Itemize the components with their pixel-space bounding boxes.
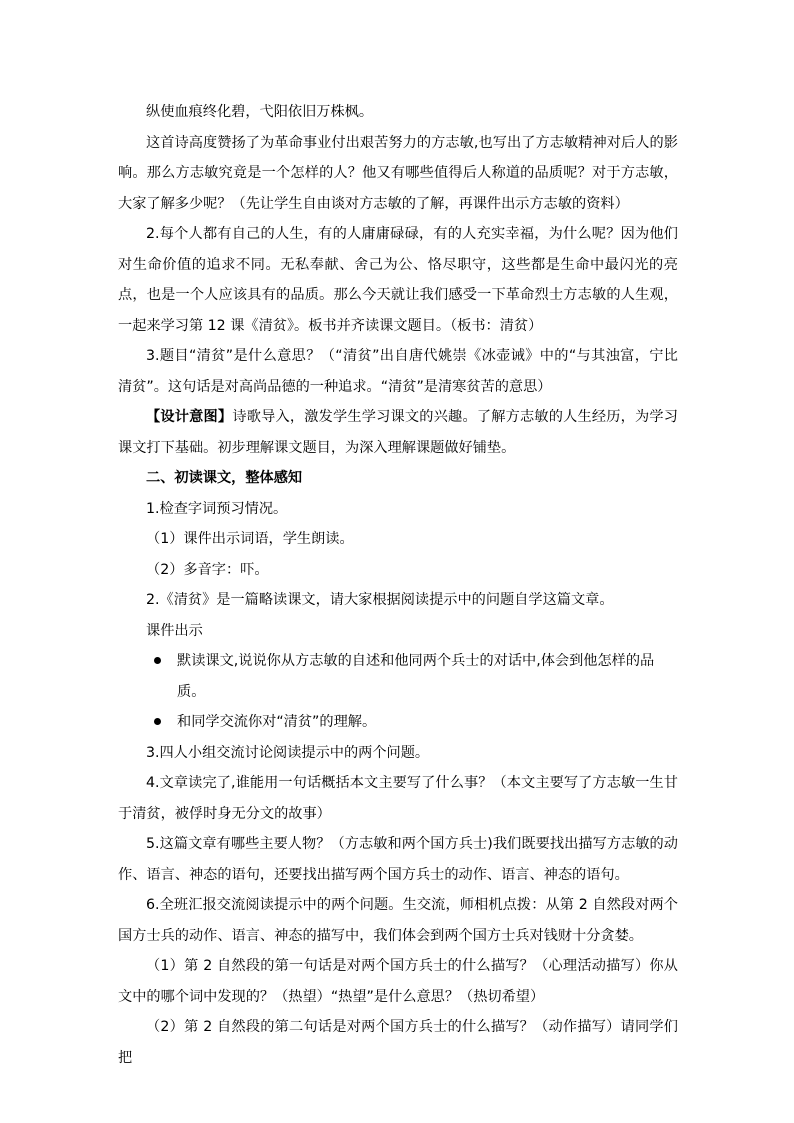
bullet-item-1 bbox=[118, 646, 678, 707]
item-1: 1.检查字词预习情况。 bbox=[146, 500, 288, 517]
item-3: 3.四人小组交流讨论阅读提示中的两个问题。 bbox=[146, 744, 430, 761]
item-5: 5.这篇文章有哪些主要人物？（方志敏和两个国方兵士)我们既要找出描写方志敏的动作、语言、神态的语句，还要找出描写两个国方兵士的动作、语言、神态的语句。 bbox=[118, 836, 678, 883]
item-6-1: （1）第 2 自然段的第一句话是对两个国方兵士的什么描写？（心理活动描写）你从文中的哪个词中发现的？（热望）“热望”是什么意思？（热切希望） bbox=[118, 958, 678, 1005]
item-6-2: （2）第 2 自然段的第二句话是对两个国方兵士的什么描写？（动作描写）请同学们把 bbox=[118, 1019, 678, 1066]
bullet-item-1-text: 默读课文,说说你从方志敏的自述和他同两个兵士的对话中,体会到他怎样的品质。 bbox=[177, 653, 655, 700]
item-4: 4.文章读完了,谁能用一句话概括本文主要写了什么事？（本文主要写了方志敏一生甘于清贫，被俘时身无分文的故事） bbox=[118, 775, 678, 822]
bullet-dot-icon bbox=[154, 657, 161, 664]
item-6: 6.全班汇报交流阅读提示中的两个问题。生交流，师相机点拨：从第 2 自然段对两个国方士兵的动作、语言、神态的描写中，我们体会到两个国方士兵对钱财十分贪婪。 bbox=[118, 897, 678, 944]
item-2: 2.《清贫》是一篇略读课文，请大家根据阅读提示中的问题自学这篇文章。 bbox=[146, 592, 614, 608]
courseware-label: 课件出示 bbox=[146, 622, 203, 639]
design-intent-tag: 【设计意图】 bbox=[146, 409, 233, 425]
document-body bbox=[118, 97, 678, 1073]
item-1-2: （2）多音字：吓。 bbox=[146, 561, 269, 578]
design-intent-paragraph bbox=[118, 402, 678, 463]
intro-paragraph: 这首诗高度赞扬了为革命事业付出艰苦努力的方志敏,也写出了方志敏精神对后人的影响。那么方志敏究竟是一个怎样的人？他又有哪些值得后人称道的品质呢？对于方志敏，大家了解多少呢？（先让学生自由谈对方志敏的了解，再课件出示方志敏的资料） bbox=[118, 134, 678, 212]
step-2-paragraph: 2.每个人都有自己的人生，有的人庸庸碌碌，有的人充实幸福，为什么呢？因为他们对生命价值的追求不同。无私奉献、舍己为公、恪尽职守，这些都是生命中最闪光的亮点，也是一个人应该具有的品质。那么今天就让我们感受一下革命烈士方志敏的人生观，一起来学习第 12 课《清贫》。板书并齐读课文题目。（板书：清贫） bbox=[118, 226, 678, 334]
bullet-item-2 bbox=[118, 707, 678, 738]
bullet-item-2-text: 和同学交流你对“清贫”的理解。 bbox=[177, 714, 377, 730]
design-intent-text: 诗歌导入，激发学生学习课文的兴趣。了解方志敏的人生经历，为学习课文打下基础。初步理解课文题目，为深入理解课题做好铺垫。 bbox=[118, 409, 678, 456]
item-1-1: （1）课件出示词语，学生朗读。 bbox=[146, 531, 354, 547]
section-heading-2: 二、初读课文，整体感知 bbox=[146, 470, 303, 486]
poem-line: 纵使血痕终化碧，弋阳依旧万株枫。 bbox=[146, 104, 374, 120]
bullet-dot-icon bbox=[154, 718, 161, 725]
step-3-paragraph: 3.题目“清贫”是什么意思？（“清贫”出自唐代姚崇《冰壶诫》中的“与其浊富，宁比清贫”。这句话是对高尚品德的一种追求。“清贫”是清寒贫苦的意思） bbox=[118, 348, 678, 395]
